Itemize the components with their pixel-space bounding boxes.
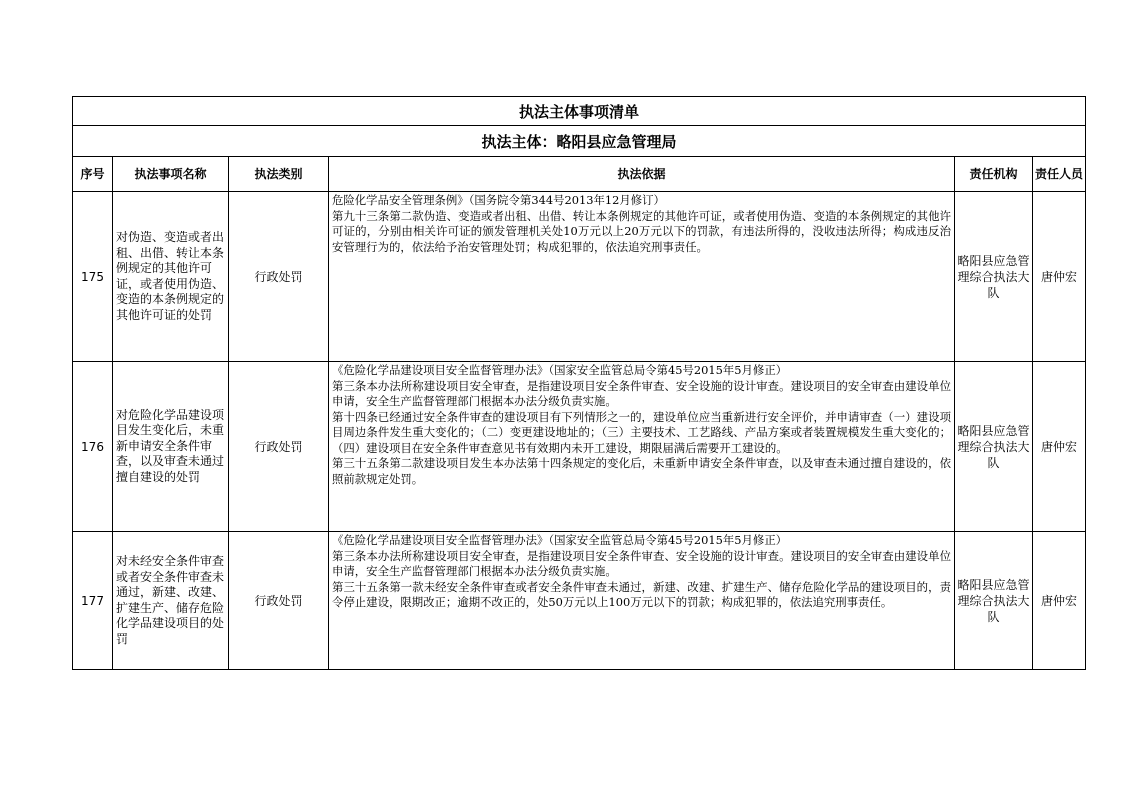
table-title: 执法主体事项清单 (73, 97, 1086, 126)
enforcement-subject: 执法主体：略阳县应急管理局 (73, 126, 1086, 157)
cell-item-name: 对伪造、变造或者出租、出借、转让本条例规定的其他许可证，或者使用伪造、变造的本条例规定的其他许可证的处罚 (113, 192, 229, 362)
basis-paragraph: 第三条本办法所称建设项目安全审查，是指建设项目安全条件审查、安全设施的设计审查。建设项目的安全审查由建设单位申请，安全生产监督管理部门根据本办法分级负责实施。 (332, 378, 951, 408)
table-row (73, 362, 1086, 532)
header-type: 执法类别 (229, 157, 329, 192)
cell-legal-basis (329, 532, 955, 670)
cell-seq: 177 (73, 532, 113, 670)
subtitle-row (73, 126, 1086, 157)
header-person: 责任人员 (1033, 157, 1086, 192)
table-row (73, 532, 1086, 670)
header-name: 执法事项名称 (113, 157, 229, 192)
header-basis: 执法依据 (329, 157, 955, 192)
cell-responsible-org: 略阳县应急管理综合执法大队 (955, 362, 1033, 532)
title-row (73, 97, 1086, 126)
enforcement-items-table (72, 96, 1086, 670)
cell-responsible-person: 唐仲宏 (1033, 192, 1086, 362)
header-seq: 序号 (73, 157, 113, 192)
header-row (73, 157, 1086, 192)
basis-paragraph: 第三十五条第二款建设项目发生本办法第十四条规定的变化后，未重新申请安全条件审查，以及审查未通过擅自建设的，依照前款规定处罚。 (332, 456, 951, 486)
basis-paragraph: 第十四条已经通过安全条件审查的建设项目有下列情形之一的，建设单位应当重新进行安全评价，并申请审查（一）建设项目周边条件发生重大变化的；（二）变更建设地址的；（三）主要技术、工艺路线、产品方案或者装置规模发生重大变化的；（四）建设项目在安全条件审查意见书有效期内未开工建设，期限届满后需要开工建设的。 (332, 409, 951, 455)
basis-paragraph: 第三十五条第一款未经安全条件审查或者安全条件审查未通过，新建、改建、扩建生产、储存危险化学品的建设项目的，责令停止建设，限期改正；逾期不改正的，处50万元以上100万元以下的罚款；构成犯罪的，依法追究刑事责任。 (332, 579, 951, 609)
cell-item-name: 对未经安全条件审查或者安全条件审查未通过，新建、改建、扩建生产、储存危险化学品建设项目的处罚 (113, 532, 229, 670)
table-row (73, 192, 1086, 362)
header-org: 责任机构 (955, 157, 1033, 192)
cell-legal-basis (329, 362, 955, 532)
cell-item-name: 对危险化学品建设项目发生变化后，未重新申请安全条件审查，以及审查未通过擅自建设的处罚 (113, 362, 229, 532)
cell-responsible-org: 略阳县应急管理综合执法大队 (955, 192, 1033, 362)
basis-paragraph: 危险化学品安全管理条例》（国务院令第344号2013年12月修订） (332, 193, 665, 207)
cell-responsible-person: 唐仲宏 (1033, 532, 1086, 670)
cell-category: 行政处罚 (229, 362, 329, 532)
basis-paragraph: 第九十三条第二款伪造、变造或者出租、出借、转让本条例规定的其他许可证，或者使用伪造、变造的本条例规定的其他许可证的，分别由相关许可证的颁发管理机关处10万元以上20万元以下的罚款，有违法所得的，没收违法所得；构成违反治安管理行为的，依法给予治安管理处罚；构成犯罪的，依法追究刑事责任。 (332, 208, 951, 254)
cell-seq: 175 (73, 192, 113, 362)
basis-paragraph: 《危险化学品建设项目安全监督管理办法》（国家安全监管总局令第45号2015年5月修正） (332, 533, 788, 547)
cell-category: 行政处罚 (229, 192, 329, 362)
basis-paragraph: 《危险化学品建设项目安全监督管理办法》（国家安全监管总局令第45号2015年5月修正） (332, 363, 788, 377)
basis-paragraph: 第三条本办法所称建设项目安全审查，是指建设项目安全条件审查、安全设施的设计审查。建设项目的安全审查由建设单位申请，安全生产监督管理部门根据本办法分级负责实施。 (332, 548, 951, 578)
cell-legal-basis (329, 192, 955, 362)
cell-category: 行政处罚 (229, 532, 329, 670)
cell-seq: 176 (73, 362, 113, 532)
cell-responsible-person: 唐仲宏 (1033, 362, 1086, 532)
cell-responsible-org: 略阳县应急管理综合执法大队 (955, 532, 1033, 670)
